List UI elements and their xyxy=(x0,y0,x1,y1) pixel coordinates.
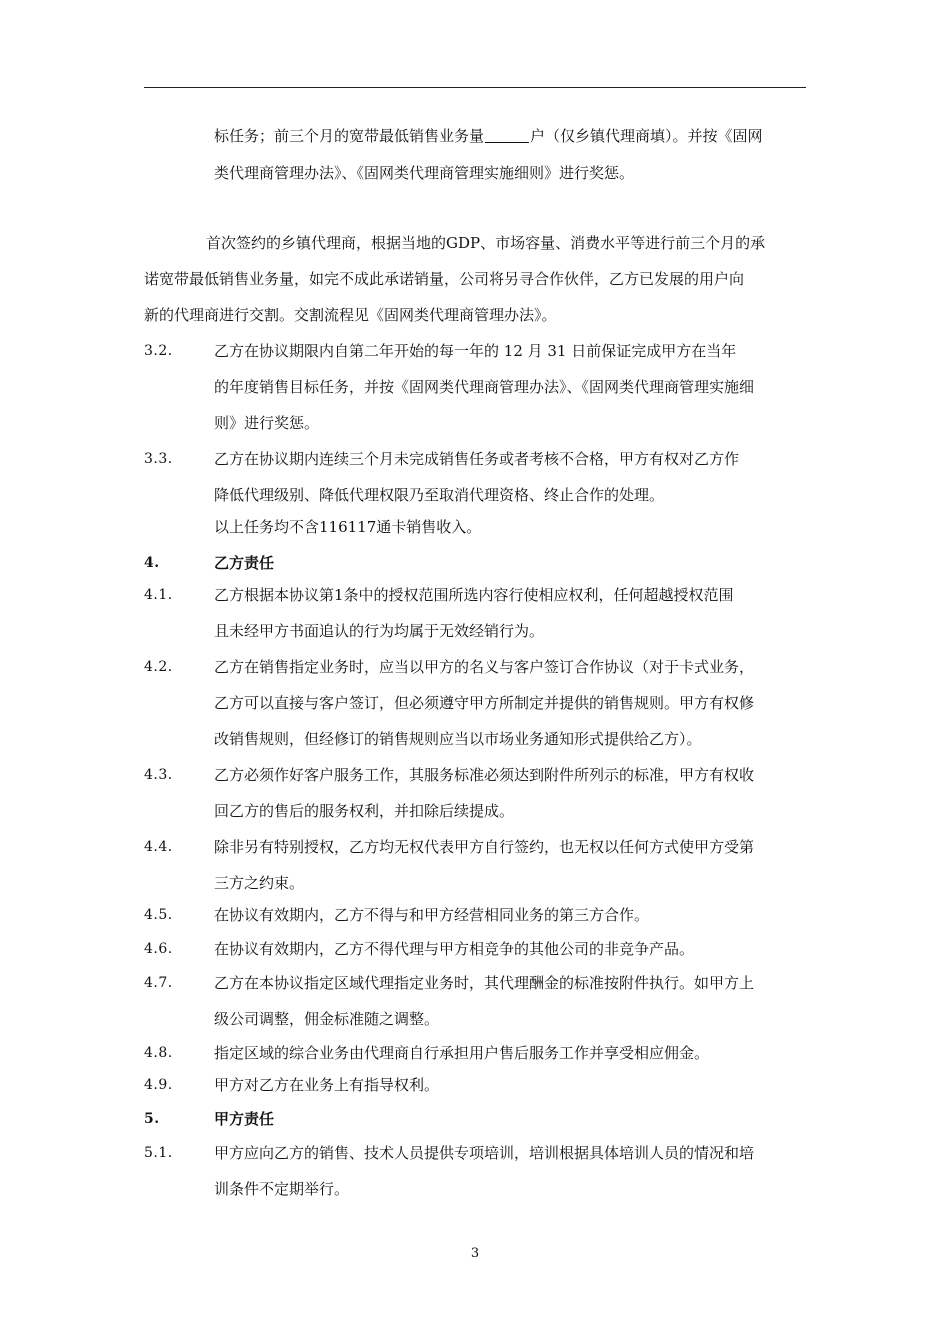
page-number: 3 xyxy=(470,1246,480,1261)
intro-line-1 xyxy=(214,126,763,146)
clause-3-3-line-2: 降低代理级别、降低代理权限乃至取消代理资格、终止合作的处理。 xyxy=(214,486,665,504)
section-heading-4: 乙方责任 xyxy=(214,554,275,572)
clause-number-4-4: 4.4. xyxy=(144,839,173,855)
clause-4-7-line-2: 级公司调整，佣金标准随之调整。 xyxy=(214,1010,440,1028)
clause-4-7-line-1: 乙方在本协议指定区域代理指定业务时，其代理酬金的标准按附件执行。如甲方上 xyxy=(214,974,755,992)
paragraph-line-3: 新的代理商进行交割。交割流程见《固网类代理商管理办法》。 xyxy=(144,306,557,324)
clause-4-2-line-2: 乙方可以直接与客户签订，但必须遵守甲方所制定并提供的销售规则。甲方有权修 xyxy=(214,694,755,712)
clause-number-4-9: 4.9. xyxy=(144,1077,173,1093)
clause-4-6-line-1: 在协议有效期内，乙方不得代理与甲方相竞争的其他公司的非竞争产品。 xyxy=(214,940,695,958)
header-rule xyxy=(144,87,806,88)
clause-4-2-line-3: 改销售规则，但经修订的销售规则应当以市场业务通知形式提供给乙方）。 xyxy=(214,730,702,748)
clause-5-1-line-1: 甲方应向乙方的销售、技术人员提供专项培训，培训根据具体培训人员的情况和培 xyxy=(214,1144,755,1162)
clause-number-4-7: 4.7. xyxy=(144,975,173,991)
clause-number-4-1: 4.1. xyxy=(144,587,173,603)
clause-4-5-line-1: 在协议有效期内，乙方不得与和甲方经营相同业务的第三方合作。 xyxy=(214,906,650,924)
clause-3-3-line-3: 以上任务均不含116117通卡销售收入。 xyxy=(214,518,482,536)
clause-number-3-2: 3.2. xyxy=(144,343,173,359)
fill-in-blank xyxy=(485,127,529,143)
intro-line-2: 类代理商管理办法》、《固网类代理商管理实施细则》进行奖惩。 xyxy=(214,164,635,182)
clause-number-4-3: 4.3. xyxy=(144,767,173,783)
clause-number-5-1: 5.1. xyxy=(144,1145,173,1161)
clause-4-2-line-1: 乙方在销售指定业务时，应当以甲方的名义与客户签订合作协议（对于卡式业务， xyxy=(214,658,755,676)
clause-4-3-line-1: 乙方必须作好客户服务工作，其服务标准必须达到附件所列示的标准，甲方有权收 xyxy=(214,766,755,784)
clause-number-4-5: 4.5. xyxy=(144,907,173,923)
clause-3-2-line-3: 则》进行奖惩。 xyxy=(214,414,320,432)
section-heading-5: 甲方责任 xyxy=(214,1110,275,1128)
clause-3-3-line-1: 乙方在协议期内连续三个月未完成销售任务或者考核不合格，甲方有权对乙方作 xyxy=(214,450,740,468)
paragraph-line-2: 诺宽带最低销售业务量，如完不成此承诺销量，公司将另寻合作伙伴，乙方已发展的用户向 xyxy=(144,270,745,288)
clause-4-4-line-1: 除非另有特别授权，乙方均无权代表甲方自行签约，也无权以任何方式使甲方受第 xyxy=(214,838,755,856)
paragraph-line-1: 首次签约的乡镇代理商，根据当地的GDP、市场容量、消费水平等进行前三个月的承 xyxy=(206,234,766,252)
section-number-5: 5. xyxy=(144,1111,160,1127)
clause-number-3-3: 3.3. xyxy=(144,451,173,467)
clause-4-1-line-2: 且未经甲方书面追认的行为均属于无效经销行为。 xyxy=(214,622,545,640)
section-number-4: 4. xyxy=(144,555,160,571)
clause-5-1-line-2: 训条件不定期举行。 xyxy=(214,1180,350,1198)
intro-text-before-blank: 标任务；前三个月的宽带最低销售业务量 xyxy=(214,127,485,145)
clause-4-4-line-2: 三方之约束。 xyxy=(214,874,305,892)
clause-4-1-line-1: 乙方根据本协议第1条中的授权范围所选内容行使相应权利，任何超越授权范围 xyxy=(214,586,734,604)
clause-number-4-2: 4.2. xyxy=(144,659,173,675)
clause-4-8-line-1: 指定区域的综合业务由代理商自行承担用户售后服务工作并享受相应佣金。 xyxy=(214,1044,710,1062)
clause-number-4-8: 4.8. xyxy=(144,1045,173,1061)
clause-4-9-line-1: 甲方对乙方在业务上有指导权利。 xyxy=(214,1076,440,1094)
clause-number-4-6: 4.6. xyxy=(144,941,173,957)
clause-4-3-line-2: 回乙方的售后的服务权利，并扣除后续提成。 xyxy=(214,802,515,820)
clause-3-2-line-1: 乙方在协议期限内自第二年开始的每一年的 12 月 31 日前保证完成甲方在当年 xyxy=(214,342,737,360)
intro-text-after-blank: 户（仅乡镇代理商填）。并按《固网 xyxy=(530,127,763,145)
clause-3-2-line-2: 的年度销售目标任务，并按《固网类代理商管理办法》、《固网类代理商管理实施细 xyxy=(214,378,755,396)
